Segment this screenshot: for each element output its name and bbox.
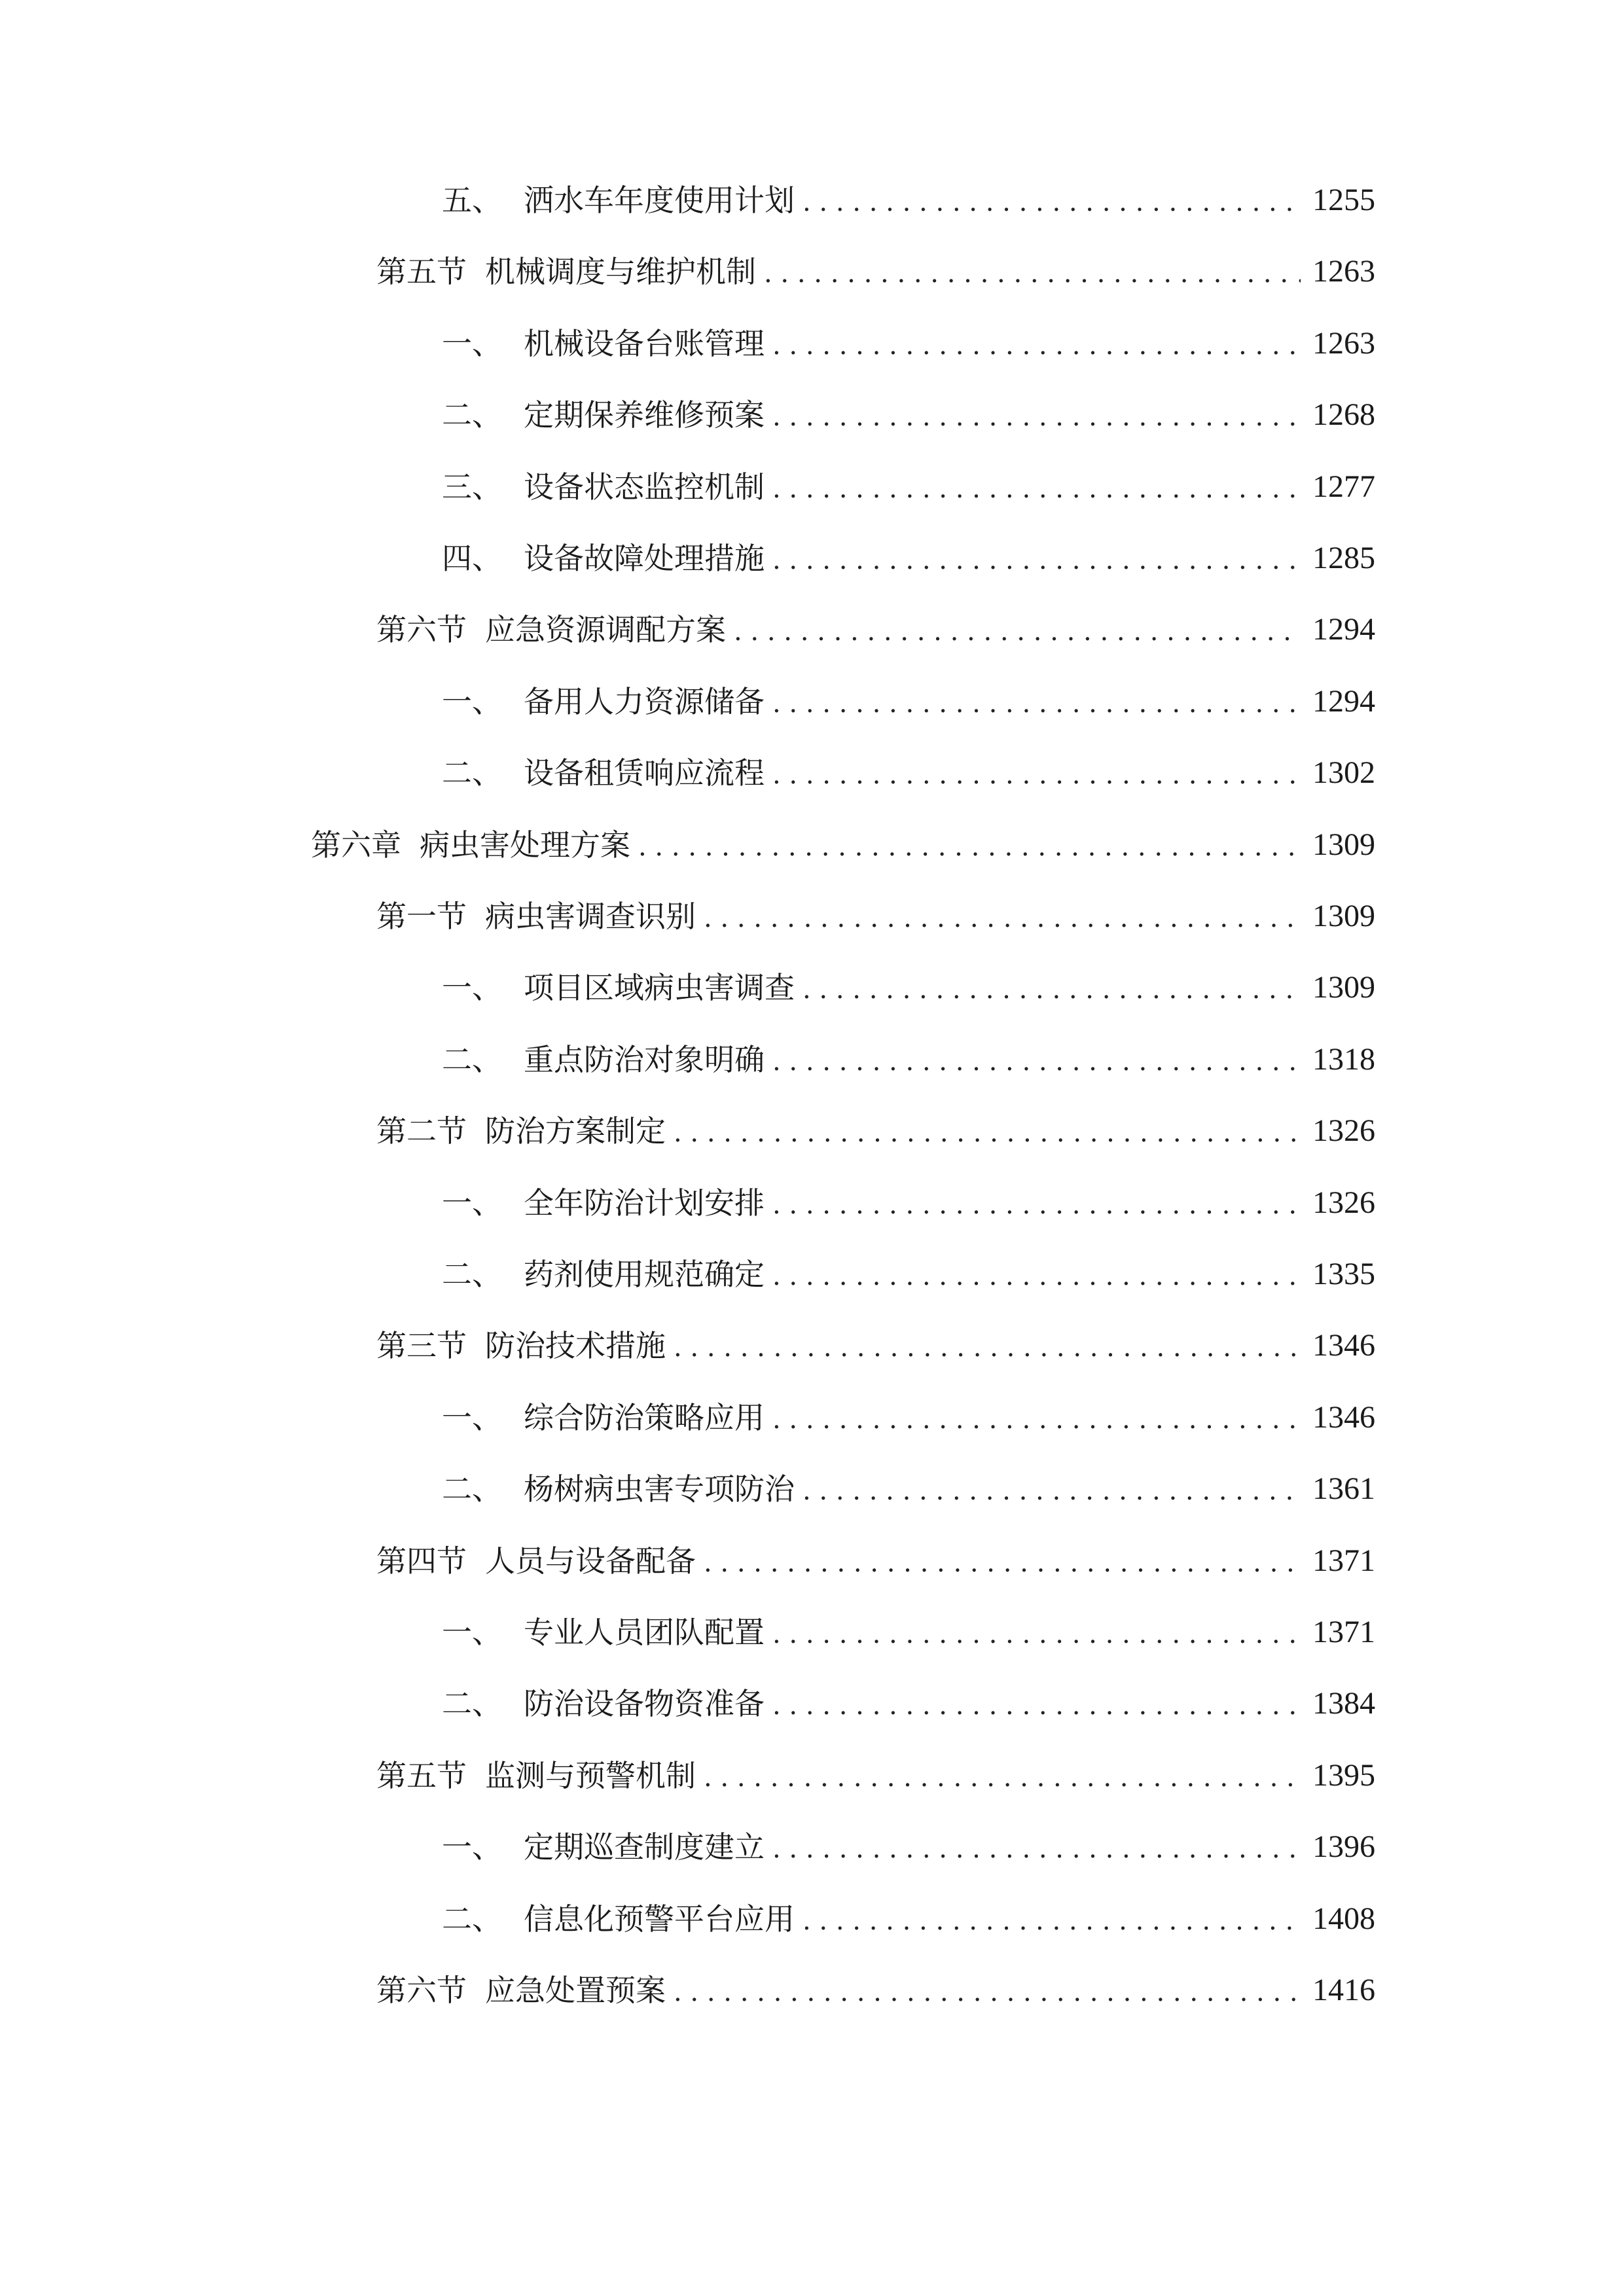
toc-entry-title: 项目区域病虫害调查 bbox=[524, 970, 795, 1006]
toc-entry[interactable] bbox=[442, 1248, 1375, 1300]
toc-entry[interactable] bbox=[442, 1033, 1375, 1086]
toc-entry-title: 信息化预警平台应用 bbox=[524, 1901, 795, 1937]
toc-dot-leader bbox=[764, 257, 1301, 287]
toc-entry-number: 二、 bbox=[442, 397, 502, 433]
toc-entry[interactable] bbox=[442, 1677, 1375, 1730]
toc-entry-title: 设备租赁响应流程 bbox=[524, 755, 765, 791]
toc-entry[interactable] bbox=[442, 1893, 1375, 1945]
toc-entry[interactable] bbox=[442, 1606, 1375, 1659]
toc-entry[interactable] bbox=[376, 603, 1375, 656]
toc-entry-number: 第五节 bbox=[376, 254, 467, 290]
toc-dot-leader bbox=[674, 1975, 1301, 2005]
toc-dot-leader bbox=[704, 1546, 1301, 1576]
toc-entry-number: 二、 bbox=[442, 1041, 502, 1077]
toc-entry-page-number: 1408 bbox=[1312, 1901, 1375, 1936]
toc-dot-leader bbox=[772, 1832, 1301, 1862]
toc-dot-leader bbox=[803, 1474, 1301, 1504]
toc-entry-page-number: 1346 bbox=[1312, 1328, 1375, 1363]
toc-entry-page-number: 1294 bbox=[1312, 612, 1375, 647]
toc-entry-title: 应急资源调配方案 bbox=[485, 612, 726, 648]
toc-entry-number: 二、 bbox=[442, 1901, 502, 1937]
toc-entry-page-number: 1335 bbox=[1312, 1257, 1375, 1291]
toc-entry-title: 防治设备物资准备 bbox=[524, 1686, 765, 1722]
toc-entry[interactable] bbox=[311, 819, 1375, 871]
toc-entry-number: 第三节 bbox=[376, 1328, 467, 1364]
toc-entry[interactable] bbox=[376, 1964, 1375, 2017]
toc-entry-number: 第六节 bbox=[376, 612, 467, 648]
toc-entry-number: 第六章 bbox=[311, 827, 401, 863]
toc-entry-number: 三、 bbox=[442, 469, 502, 505]
toc-entry-number: 第五节 bbox=[376, 1757, 467, 1793]
toc-entry-page-number: 1326 bbox=[1312, 1185, 1375, 1220]
toc-entry-page-number: 1384 bbox=[1312, 1686, 1375, 1721]
toc-dot-leader bbox=[772, 543, 1301, 573]
toc-entry-title: 防治方案制定 bbox=[485, 1113, 666, 1149]
toc-dot-leader bbox=[772, 400, 1301, 430]
toc-entry-title: 设备故障处理措施 bbox=[524, 541, 765, 576]
toc-entry-title: 洒水车年度使用计划 bbox=[524, 183, 795, 218]
toc-entry-number: 一、 bbox=[442, 970, 502, 1006]
toc-dot-leader bbox=[772, 687, 1301, 717]
toc-entry-number: 一、 bbox=[442, 1829, 502, 1865]
toc-entry-page-number: 1361 bbox=[1312, 1471, 1375, 1507]
toc-entry-number: 二、 bbox=[442, 755, 502, 791]
toc-entry[interactable] bbox=[442, 317, 1375, 370]
toc-entry[interactable] bbox=[442, 532, 1375, 584]
toc-entry-title: 定期保养维修预案 bbox=[524, 397, 765, 433]
toc-entry-title: 防治技术措施 bbox=[485, 1328, 666, 1364]
toc-entry-page-number: 1285 bbox=[1312, 541, 1375, 575]
toc-dot-leader bbox=[772, 329, 1301, 359]
toc-entry[interactable] bbox=[442, 1821, 1375, 1873]
toc-entry-page-number: 1326 bbox=[1312, 1113, 1375, 1149]
toc-dot-leader bbox=[772, 472, 1301, 502]
toc-entry-number: 二、 bbox=[442, 1471, 502, 1507]
toc-entry-title: 备用人力资源储备 bbox=[524, 683, 765, 719]
toc-entry-title: 人员与设备配备 bbox=[485, 1543, 696, 1579]
toc-dot-leader bbox=[734, 615, 1301, 645]
toc-entry-page-number: 1371 bbox=[1312, 1543, 1375, 1578]
toc-entry-page-number: 1255 bbox=[1312, 183, 1375, 217]
toc-entry[interactable] bbox=[442, 461, 1375, 513]
toc-dot-leader bbox=[772, 1689, 1301, 1719]
toc-entry-number: 二、 bbox=[442, 1257, 502, 1292]
toc-entry-page-number: 1268 bbox=[1312, 397, 1375, 433]
toc-dot-leader bbox=[704, 901, 1301, 931]
toc-entry[interactable] bbox=[376, 1105, 1375, 1157]
toc-entry-page-number: 1263 bbox=[1312, 254, 1375, 289]
toc-entry-page-number: 1371 bbox=[1312, 1615, 1375, 1649]
toc-entry[interactable] bbox=[442, 1391, 1375, 1444]
toc-entry-page-number: 1396 bbox=[1312, 1829, 1375, 1865]
toc-entry-title: 综合防治策略应用 bbox=[524, 1399, 765, 1435]
toc-entry-title: 应急处置预案 bbox=[485, 1973, 666, 2008]
toc-entry-title: 监测与预警机制 bbox=[485, 1757, 696, 1793]
toc-dot-leader bbox=[772, 758, 1301, 788]
toc-entry-title: 病虫害调查识别 bbox=[485, 899, 696, 934]
toc-entry-number: 一、 bbox=[442, 1615, 502, 1650]
toc-entry-page-number: 1302 bbox=[1312, 755, 1375, 791]
toc-entry[interactable] bbox=[442, 961, 1375, 1014]
toc-entry[interactable] bbox=[442, 174, 1375, 226]
toc-dot-leader bbox=[704, 1761, 1301, 1791]
toc-entry-number: 第一节 bbox=[376, 899, 467, 934]
toc-entry-number: 五、 bbox=[442, 183, 502, 218]
toc-dot-leader bbox=[674, 1331, 1301, 1361]
toc-entry-page-number: 1277 bbox=[1312, 469, 1375, 504]
toc-entry-title: 药剂使用规范确定 bbox=[524, 1257, 765, 1292]
toc-entry-number: 第二节 bbox=[376, 1113, 467, 1149]
toc-entry-number: 一、 bbox=[442, 683, 502, 719]
toc-entry-number: 第六节 bbox=[376, 1973, 467, 2008]
toc-entry-page-number: 1263 bbox=[1312, 325, 1375, 361]
toc-entry-number: 一、 bbox=[442, 325, 502, 361]
toc-entry-page-number: 1346 bbox=[1312, 1399, 1375, 1435]
toc-dot-leader bbox=[772, 1188, 1301, 1218]
toc-entry[interactable] bbox=[442, 1463, 1375, 1515]
toc-dot-leader bbox=[803, 973, 1301, 1003]
toc-entry-title: 设备状态监控机制 bbox=[524, 469, 765, 505]
toc-entry-title: 重点防治对象明确 bbox=[524, 1041, 765, 1077]
toc-entry-title: 病虫害处理方案 bbox=[420, 827, 630, 863]
toc-entry-number: 一、 bbox=[442, 1399, 502, 1435]
toc-entry-page-number: 1309 bbox=[1312, 970, 1375, 1005]
toc-entry[interactable] bbox=[442, 747, 1375, 799]
toc-dot-leader bbox=[638, 830, 1301, 860]
toc-entry-page-number: 1294 bbox=[1312, 683, 1375, 719]
toc-entry-number: 一、 bbox=[442, 1185, 502, 1221]
toc-entry[interactable] bbox=[376, 890, 1375, 942]
toc-dot-leader bbox=[674, 1116, 1301, 1146]
toc-entry[interactable] bbox=[376, 1749, 1375, 1802]
toc-entry-title: 杨树病虫害专项防治 bbox=[524, 1471, 795, 1507]
toc-entry[interactable] bbox=[442, 389, 1375, 441]
toc-entry-title: 机械设备台账管理 bbox=[524, 325, 765, 361]
toc-entry-number: 四、 bbox=[442, 541, 502, 576]
toc-dot-leader bbox=[772, 1617, 1301, 1647]
toc-entry-title: 定期巡查制度建立 bbox=[524, 1829, 765, 1865]
toc-entry-page-number: 1395 bbox=[1312, 1757, 1375, 1793]
toc-entry[interactable] bbox=[442, 1177, 1375, 1229]
toc-entry-number: 二、 bbox=[442, 1686, 502, 1722]
toc-dot-leader bbox=[803, 1904, 1301, 1934]
toc-entry-title: 机械调度与维护机制 bbox=[485, 254, 756, 290]
toc-entry[interactable] bbox=[376, 1319, 1375, 1372]
toc-entry-page-number: 1309 bbox=[1312, 827, 1375, 862]
toc-entry-page-number: 1309 bbox=[1312, 899, 1375, 933]
toc-entry[interactable] bbox=[442, 675, 1375, 728]
toc-entry-number: 第四节 bbox=[376, 1543, 467, 1579]
toc-entry-title: 全年防治计划安排 bbox=[524, 1185, 765, 1221]
toc-entry-title: 专业人员团队配置 bbox=[524, 1615, 765, 1650]
toc-entry[interactable] bbox=[376, 1535, 1375, 1587]
toc-entry-page-number: 1416 bbox=[1312, 1973, 1375, 2007]
toc-entry-page-number: 1318 bbox=[1312, 1041, 1375, 1077]
toc-dot-leader bbox=[772, 1045, 1301, 1075]
toc-entry[interactable] bbox=[376, 245, 1375, 298]
toc-dot-leader bbox=[803, 185, 1301, 215]
toc-dot-leader bbox=[772, 1259, 1301, 1289]
toc-dot-leader bbox=[772, 1403, 1301, 1433]
